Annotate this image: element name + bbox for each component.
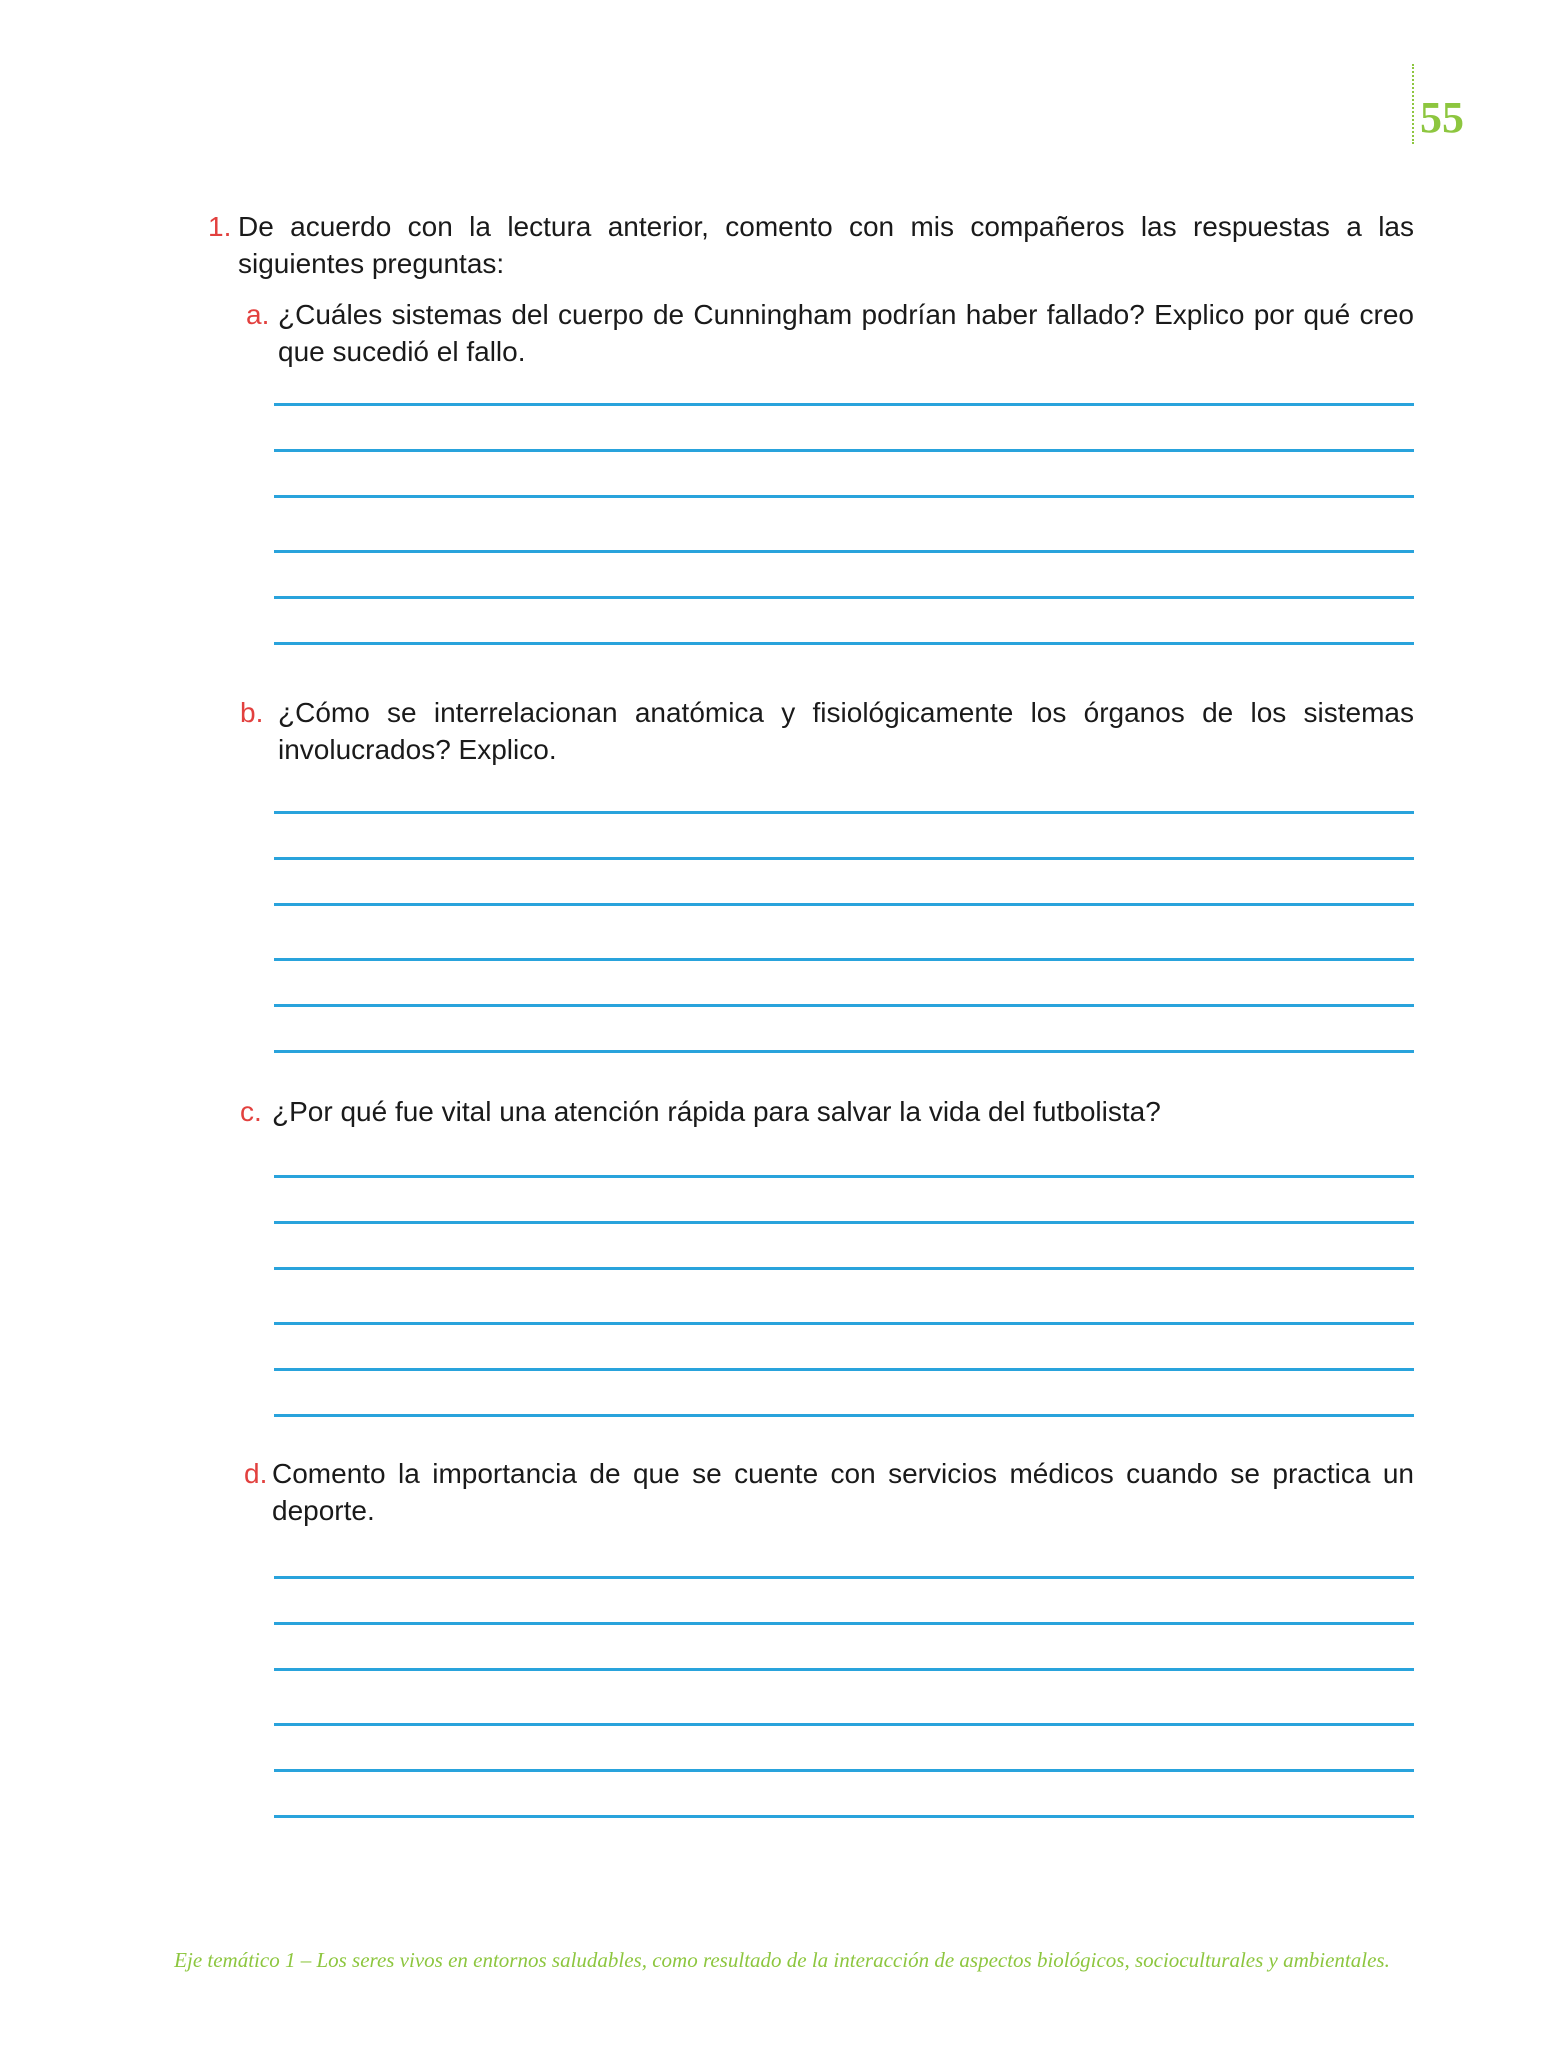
subquestion-text: ¿Por qué fue vital una atención rápida para salvar la vida del futbolista? bbox=[272, 1096, 1161, 1127]
answer-line[interactable] bbox=[274, 958, 1414, 961]
answer-line[interactable] bbox=[274, 1267, 1414, 1270]
subquestion-a bbox=[246, 296, 1414, 370]
subquestion-b bbox=[240, 694, 1414, 768]
answer-line[interactable] bbox=[274, 1221, 1414, 1224]
subquestion-text: ¿Cómo se interrelacionan anatómica y fisiológicamente los órganos de los sistemas involucrados? Explico. bbox=[278, 697, 1414, 765]
answer-line[interactable] bbox=[274, 1368, 1414, 1371]
answer-line[interactable] bbox=[274, 1050, 1414, 1053]
answer-line[interactable] bbox=[274, 1723, 1414, 1726]
subquestion-letter: a. bbox=[246, 299, 270, 330]
page-number: 55 bbox=[1420, 93, 1464, 142]
answer-line[interactable] bbox=[274, 550, 1414, 553]
answer-line[interactable] bbox=[274, 1004, 1414, 1007]
question-1 bbox=[208, 208, 1414, 282]
answer-line[interactable] bbox=[274, 1576, 1414, 1579]
subquestion-letter: c. bbox=[240, 1096, 262, 1127]
answer-line[interactable] bbox=[274, 1414, 1414, 1417]
answer-line[interactable] bbox=[274, 495, 1414, 498]
answer-line[interactable] bbox=[274, 642, 1414, 645]
question-text: De acuerdo con la lectura anterior, comento con mis compañeros las respuestas a las siguientes preguntas: bbox=[238, 211, 1414, 279]
subquestion-text: ¿Cuáles sistemas del cuerpo de Cunningham podrían haber fallado? Explico por qué creo que sucedió el fallo. bbox=[278, 299, 1414, 367]
answer-line[interactable] bbox=[274, 403, 1414, 406]
answer-line[interactable] bbox=[274, 1322, 1414, 1325]
answer-line[interactable] bbox=[274, 811, 1414, 814]
answer-line[interactable] bbox=[274, 857, 1414, 860]
question-number: 1. bbox=[208, 211, 232, 242]
page-number-divider bbox=[1412, 64, 1414, 144]
subquestion-c bbox=[240, 1093, 1414, 1130]
answer-line[interactable] bbox=[274, 1815, 1414, 1818]
subquestion-d bbox=[244, 1455, 1414, 1529]
subquestion-letter: d. bbox=[244, 1458, 268, 1489]
answer-line[interactable] bbox=[274, 1622, 1414, 1625]
answer-line[interactable] bbox=[274, 449, 1414, 452]
answer-line[interactable] bbox=[274, 1668, 1414, 1671]
subquestion-text: Comento la importancia de que se cuente con servicios médicos cuando se practica un deporte. bbox=[272, 1458, 1414, 1526]
footer-caption: Eje temático 1 – Los seres vivos en entornos saludables, como resultado de la interacción de aspectos biológicos, socioculturales y ambientales. bbox=[174, 1948, 1390, 1972]
subquestion-letter: b. bbox=[240, 697, 264, 728]
answer-line[interactable] bbox=[274, 903, 1414, 906]
answer-line[interactable] bbox=[274, 1769, 1414, 1772]
answer-line[interactable] bbox=[274, 596, 1414, 599]
answer-line[interactable] bbox=[274, 1175, 1414, 1178]
